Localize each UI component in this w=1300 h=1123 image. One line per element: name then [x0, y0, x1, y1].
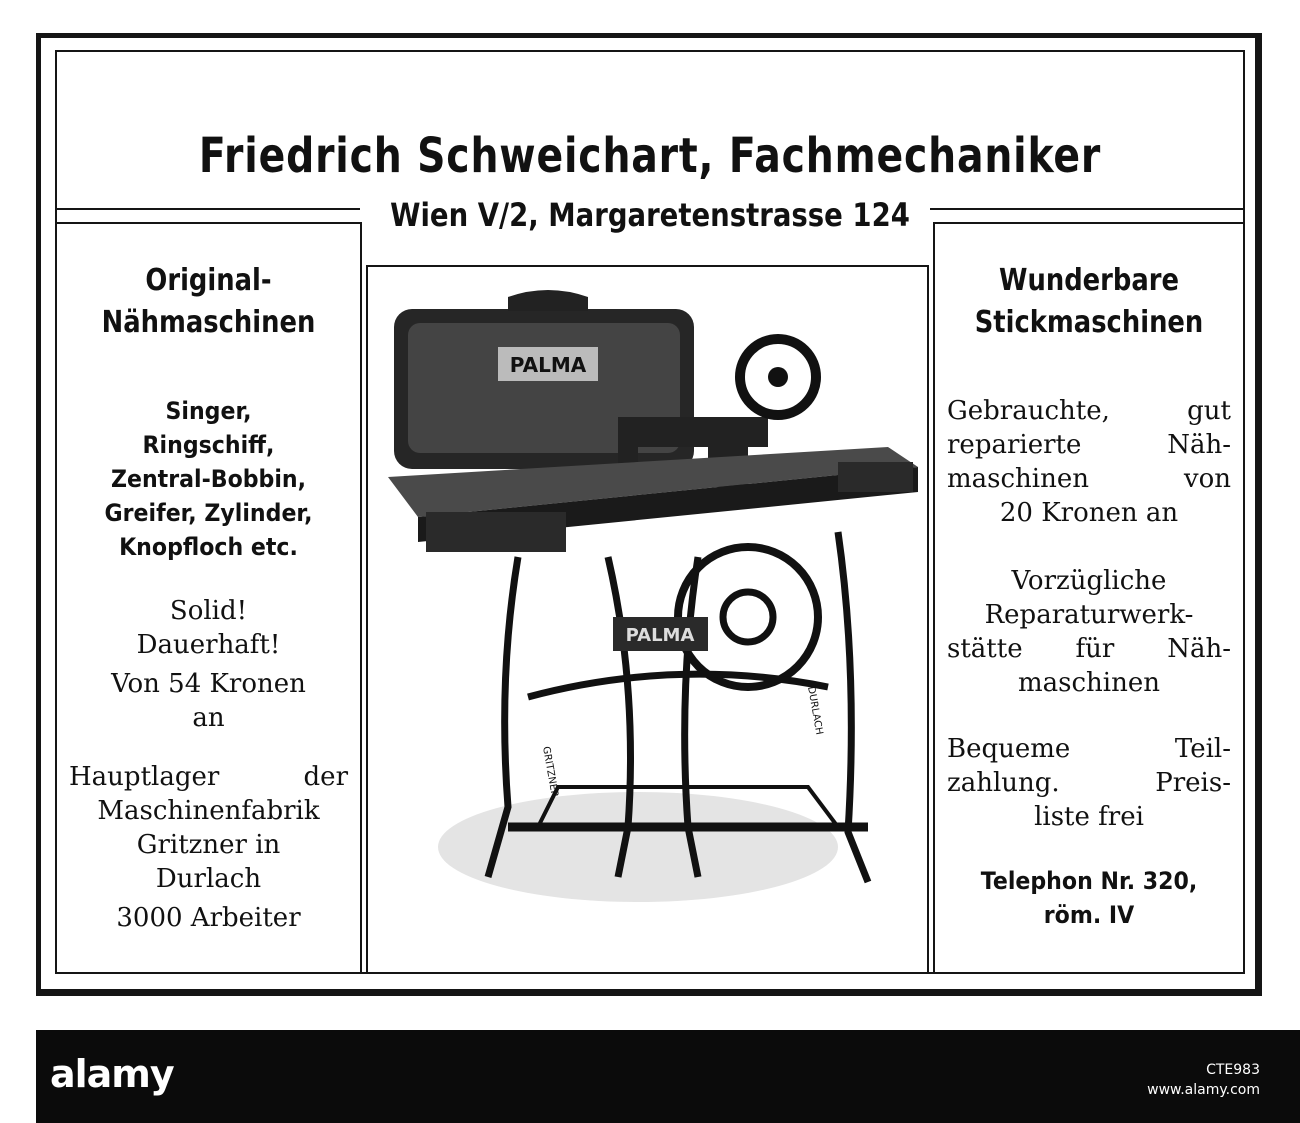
illustration-panel	[366, 265, 929, 974]
header-box	[55, 50, 1245, 210]
used-line: Gebrauchte, gut	[947, 396, 1231, 426]
payment-line: Bequeme Teil-	[947, 734, 1231, 764]
brand-item: Knopfloch etc.	[119, 533, 298, 561]
advertiser-title: Friedrich Schweichart, Fachmechaniker	[198, 128, 1102, 184]
quality-claims	[57, 594, 360, 662]
right-heading-line-1: Wunderbare	[998, 263, 1179, 298]
stand-maker-text: GRITZNER	[540, 745, 560, 799]
left-price	[57, 667, 360, 735]
stand-brand-label: PALMA	[625, 625, 695, 646]
warehouse-line: Gritzner in	[136, 830, 281, 860]
address: Wien V/2, Margaretenstrasse 124	[390, 196, 910, 234]
left-heading-line-1: Original-	[145, 263, 272, 298]
payment-info	[935, 732, 1243, 834]
brand-item: Ringschiff,	[142, 431, 275, 459]
brand-item: Zentral-Bobbin,	[110, 465, 307, 493]
repair-line: maschinen	[1018, 668, 1160, 698]
price-line-2: an	[192, 703, 225, 733]
cover-brand-label: PALMA	[509, 353, 587, 377]
left-heading-line-2: Nähmaschinen	[101, 305, 316, 340]
left-heading	[57, 260, 360, 344]
right-heading-line-2: Stickmaschinen	[974, 305, 1204, 340]
payment-line: zahlung. Preis-	[947, 768, 1231, 798]
warehouse-info	[57, 760, 360, 896]
sewing-machine-illustration	[368, 267, 927, 972]
stand-place-text: DURLACH	[805, 685, 825, 736]
right-heading	[935, 260, 1243, 344]
watermark-details	[1147, 1060, 1260, 1100]
phone-line-1: Telephon Nr. 320,	[980, 867, 1198, 895]
warehouse-line: Durlach	[155, 864, 262, 894]
right-column	[933, 222, 1245, 974]
workers-count: 3000 Arbeiter	[116, 903, 301, 933]
watermark-url: www.alamy.com	[1147, 1082, 1260, 1098]
watermark-bar	[36, 1030, 1300, 1123]
dauerhaft-text: Dauerhaft!	[136, 630, 281, 660]
warehouse-line: Maschinenfabrik	[97, 796, 320, 826]
payment-line: liste frei	[1034, 802, 1144, 832]
phone-line-2: röm. IV	[1043, 901, 1135, 929]
brand-item: Singer,	[165, 397, 252, 425]
left-column	[55, 222, 362, 974]
watermark-logo: alamy	[50, 1052, 174, 1096]
warehouse-line: Hauptlager der	[69, 762, 348, 792]
repair-line: Vorzügliche	[1011, 566, 1167, 596]
watermark-image-id: CTE983	[1206, 1062, 1260, 1078]
used-line: 20 Kronen an	[999, 498, 1179, 528]
solid-text: Solid!	[169, 596, 248, 626]
price-line-1: Von 54 Kronen	[111, 669, 306, 699]
brand-item: Greifer, Zylinder,	[104, 499, 313, 527]
used-machines-info	[935, 394, 1243, 530]
repair-line: stätte für Näh-	[947, 634, 1231, 664]
phone-info	[935, 864, 1243, 932]
brand-list	[57, 394, 360, 564]
used-line: maschinen von	[947, 464, 1231, 494]
used-line: reparierte Näh-	[947, 430, 1231, 460]
repair-line: Reparaturwerk-	[984, 600, 1194, 630]
repair-info	[935, 564, 1243, 700]
